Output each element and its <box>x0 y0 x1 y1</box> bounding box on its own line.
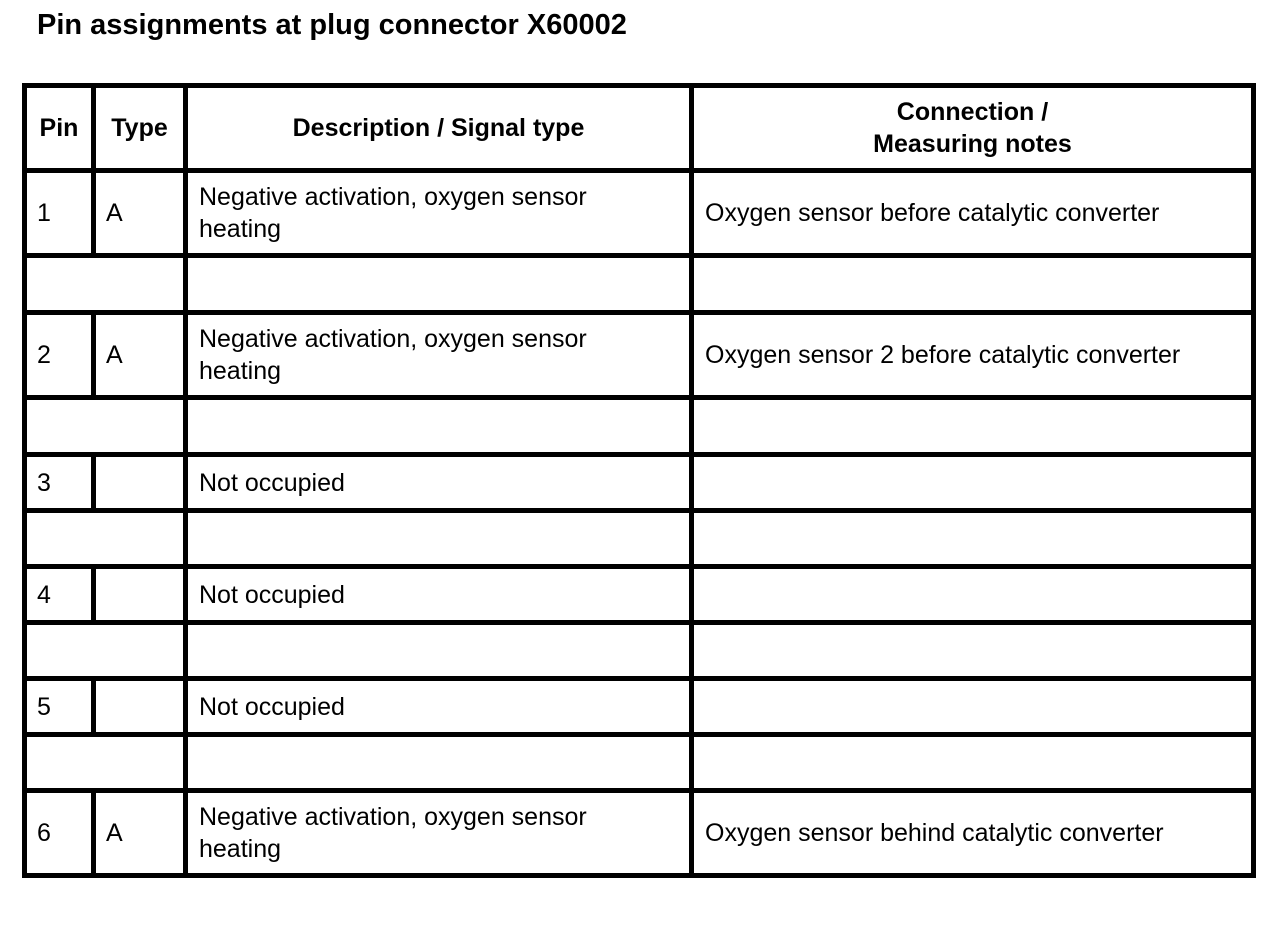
header-description: Description / Signal type <box>186 86 692 171</box>
cell-description <box>186 791 692 876</box>
cell-description: Not occupied <box>186 567 692 623</box>
table-row <box>25 791 1254 876</box>
spacer-cell <box>25 623 186 679</box>
description-line2: heating <box>199 835 282 863</box>
description-line1: Negative activation, oxygen sensor <box>199 183 587 211</box>
table-header-row <box>25 86 1254 171</box>
table-row <box>25 171 1254 256</box>
spacer-row <box>25 623 1254 679</box>
spacer-cell <box>692 511 1254 567</box>
pin-assignment-table <box>22 83 1256 878</box>
table-row <box>25 679 1254 735</box>
spacer-cell <box>25 256 186 313</box>
header-type: Type <box>94 86 186 171</box>
spacer-row <box>25 398 1254 455</box>
header-connection <box>692 86 1254 171</box>
table-row <box>25 567 1254 623</box>
cell-connection <box>692 679 1254 735</box>
cell-pin: 2 <box>25 313 94 398</box>
cell-type: A <box>94 791 186 876</box>
header-connection-line1: Connection / <box>896 98 1049 126</box>
cell-connection: Oxygen sensor behind catalytic converter <box>692 791 1254 876</box>
spacer-cell <box>25 735 186 791</box>
table-row <box>25 313 1254 398</box>
cell-connection: Oxygen sensor 2 before catalytic converter <box>692 313 1254 398</box>
cell-connection: Oxygen sensor before catalytic converter <box>692 171 1254 256</box>
cell-type <box>94 567 186 623</box>
cell-pin: 5 <box>25 679 94 735</box>
cell-pin: 3 <box>25 455 94 511</box>
description-line2: heating <box>199 357 282 385</box>
spacer-cell <box>692 256 1254 313</box>
cell-type: A <box>94 171 186 256</box>
spacer-cell <box>186 735 692 791</box>
table-row <box>25 455 1254 511</box>
header-pin: Pin <box>25 86 94 171</box>
spacer-cell <box>25 511 186 567</box>
spacer-cell <box>186 398 692 455</box>
description-line1: Negative activation, oxygen sensor <box>199 325 587 353</box>
cell-connection <box>692 567 1254 623</box>
cell-type: A <box>94 313 186 398</box>
cell-description: Not occupied <box>186 679 692 735</box>
description-line1: Negative activation, oxygen sensor <box>199 803 587 831</box>
spacer-cell <box>692 398 1254 455</box>
spacer-cell <box>186 623 692 679</box>
cell-type <box>94 679 186 735</box>
cell-type <box>94 455 186 511</box>
cell-pin: 1 <box>25 171 94 256</box>
spacer-cell <box>692 623 1254 679</box>
spacer-row <box>25 511 1254 567</box>
spacer-cell <box>692 735 1254 791</box>
spacer-cell <box>25 398 186 455</box>
header-connection-line2: Measuring notes <box>873 130 1072 158</box>
spacer-row <box>25 735 1254 791</box>
spacer-cell <box>186 511 692 567</box>
cell-pin: 4 <box>25 567 94 623</box>
cell-description <box>186 313 692 398</box>
cell-connection <box>692 455 1254 511</box>
cell-description: Not occupied <box>186 455 692 511</box>
cell-pin: 6 <box>25 791 94 876</box>
description-line2: heating <box>199 215 282 243</box>
page-title: Pin assignments at plug connector X60002 <box>37 9 627 41</box>
spacer-cell <box>186 256 692 313</box>
spacer-row <box>25 256 1254 313</box>
cell-description <box>186 171 692 256</box>
